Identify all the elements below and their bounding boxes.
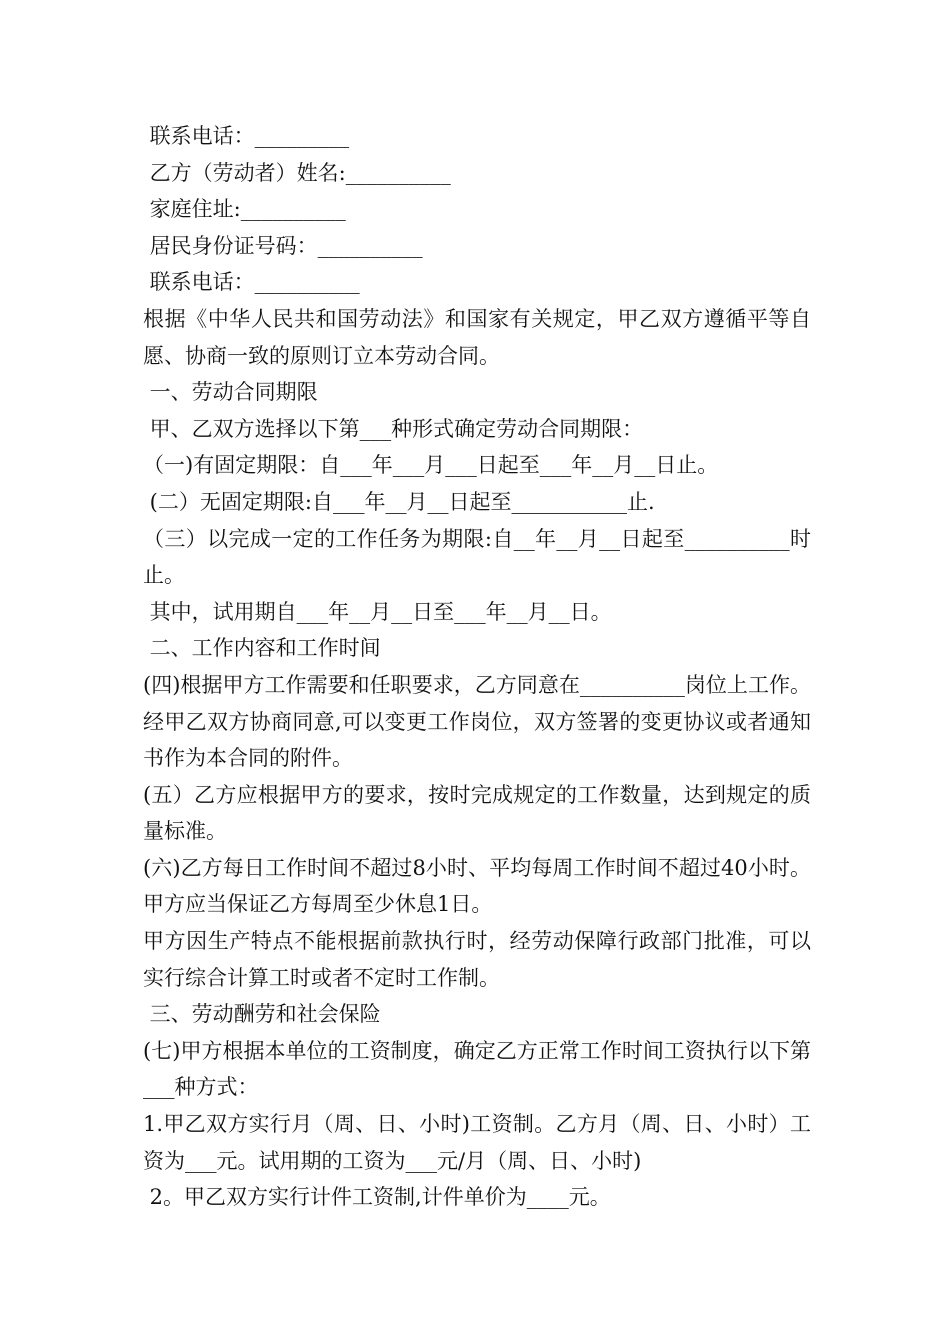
party-b-address: 家庭住址:__________ bbox=[143, 197, 346, 222]
fixed-term-line: （一)有固定期限：自___年___月___日起至___年__月__日止。 bbox=[143, 453, 719, 478]
clause-7-2-line: 2。甲乙双方实行计件工资制,计件单价为____元。 bbox=[143, 1185, 611, 1210]
clause-7-1-paragraph: 1.甲乙双方实行月（周、日、小时)工资制。乙方月（周、日、小时）工资为___元。试用期的工资为___元/月（周、日、小时) bbox=[143, 1112, 811, 1173]
clause-5-paragraph: (五）乙方应根据甲方的要求，按时完成规定的工作数量，达到规定的质量标准。 bbox=[143, 782, 811, 844]
party-b-name: 乙方（劳动者）姓名:__________ bbox=[143, 160, 451, 185]
section-heading-pay: 三、劳动酬劳和社会保险 bbox=[143, 1002, 381, 1027]
party-b-phone: 联系电话：__________ bbox=[143, 270, 360, 295]
intro-paragraph: 根据《中华人民共和国劳动法》和国家有关规定，甲乙双方遵循平等自愿、协商一致的原则订立本劳动合同。 bbox=[143, 306, 811, 368]
section-heading-term: 一、劳动合同期限 bbox=[143, 380, 318, 405]
open-term-line: (二）无固定期限:自___年__月__日起至___________止. bbox=[143, 489, 655, 514]
clause-7-paragraph: (七)甲方根据本单位的工资制度，确定乙方正常工作时间工资执行以下第___种方式： bbox=[143, 1038, 811, 1100]
task-term-paragraph: （三）以完成一定的工作任务为期限:自__年__月__日起至__________时止。 bbox=[143, 526, 811, 588]
party-a-phone: 联系电话：_________ bbox=[143, 124, 350, 148]
clause-6-paragraph: (六)乙方每日工作时间不超过8小时、平均每周工作时间不超过40小时。甲方应当保证乙方每周至少休息1日。 bbox=[143, 855, 811, 917]
term-choice-line: 甲、乙双方选择以下第___种形式确定劳动合同期限： bbox=[143, 416, 644, 441]
clause-4-paragraph: (四)根据甲方工作需要和任职要求，乙方同意在__________岗位上工作。经甲乙双方协商同意,可以变更工作岗位，双方签署的变更协议或者通知书作为本合同的附件。 bbox=[143, 672, 811, 771]
clause-6b-paragraph: 甲方因生产特点不能根据前款执行时，经劳动保障行政部门批准，可以实行综合计算工时或者不定时工作制。 bbox=[143, 929, 811, 990]
section-heading-work: 二、工作内容和工作时间 bbox=[143, 636, 381, 661]
probation-line: 其中，试用期自___年__月__日至___年__月__日。 bbox=[143, 599, 612, 624]
document-body bbox=[143, 118, 811, 1216]
party-b-id-number: 居民身份证号码：__________ bbox=[143, 233, 423, 258]
